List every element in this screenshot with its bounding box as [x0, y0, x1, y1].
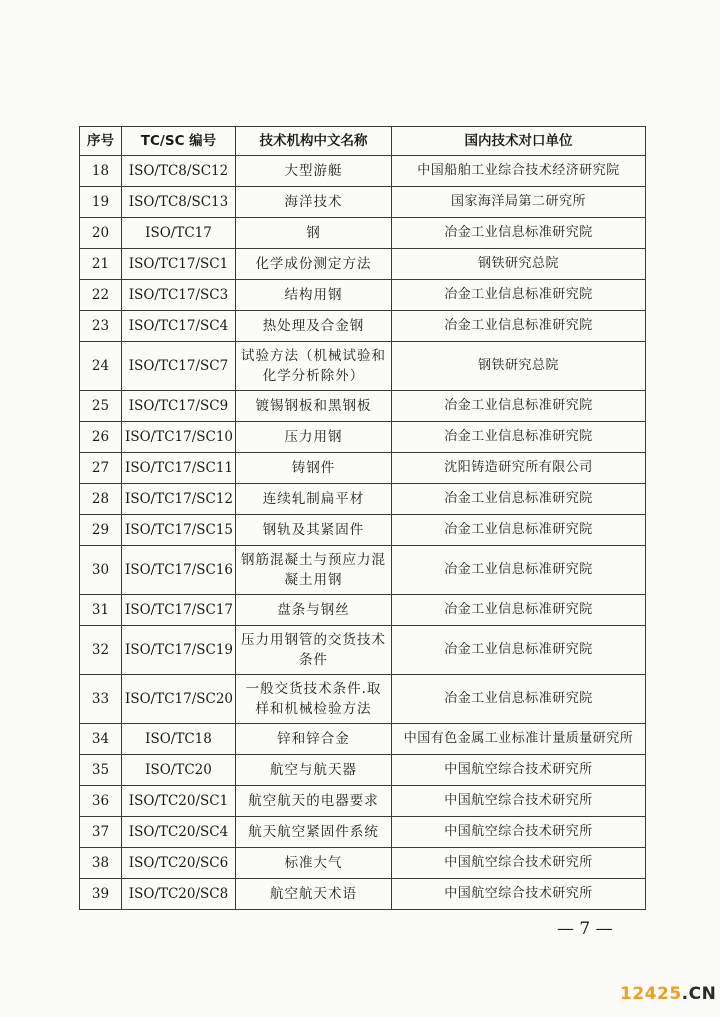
row-code: ISO/TC17/SC15	[122, 515, 236, 546]
row-code: ISO/TC18	[122, 724, 236, 755]
row-number: 33	[80, 675, 122, 724]
page-number: — 7 —	[557, 919, 613, 939]
table-row	[80, 724, 646, 755]
row-unit: 冶金工业信息标准研究院	[392, 484, 646, 515]
row-code: ISO/TC8/SC13	[122, 187, 236, 218]
row-name: 航天航空紧固件系统	[236, 817, 392, 848]
table-row	[80, 453, 646, 484]
row-unit: 中国有色金属工业标准计量质量研究所	[392, 724, 646, 755]
row-code: ISO/TC17/SC10	[122, 422, 236, 453]
row-number: 37	[80, 817, 122, 848]
table-row	[80, 755, 646, 786]
table-row	[80, 484, 646, 515]
row-code: ISO/TC17	[122, 218, 236, 249]
row-name: 钢	[236, 218, 392, 249]
table-row	[80, 187, 646, 218]
row-code: ISO/TC17/SC7	[122, 342, 236, 391]
row-name: 大型游艇	[236, 156, 392, 187]
table-row	[80, 817, 646, 848]
row-number: 23	[80, 311, 122, 342]
table-row	[80, 391, 646, 422]
row-number: 32	[80, 626, 122, 675]
row-code: ISO/TC17/SC19	[122, 626, 236, 675]
row-unit: 冶金工业信息标准研究院	[392, 515, 646, 546]
row-name: 镀锡钢板和黑钢板	[236, 391, 392, 422]
table-row	[80, 156, 646, 187]
row-unit: 中国船舶工业综合技术经济研究院	[392, 156, 646, 187]
row-unit: 冶金工业信息标准研究院	[392, 595, 646, 626]
row-unit: 国家海洋局第二研究所	[392, 187, 646, 218]
row-name: 航空航天的电器要求	[236, 786, 392, 817]
watermark-suffix: .CN	[681, 984, 717, 1004]
row-unit: 冶金工业信息标准研究院	[392, 546, 646, 595]
row-unit: 冶金工业信息标准研究院	[392, 218, 646, 249]
table-row	[80, 595, 646, 626]
row-number: 18	[80, 156, 122, 187]
row-name: 结构用钢	[236, 280, 392, 311]
row-unit: 中国航空综合技术研究所	[392, 755, 646, 786]
row-unit: 冶金工业信息标准研究院	[392, 675, 646, 724]
row-unit: 冶金工业信息标准研究院	[392, 280, 646, 311]
header-number: 序号	[80, 127, 122, 156]
row-number: 27	[80, 453, 122, 484]
row-code: ISO/TC17/SC1	[122, 249, 236, 280]
table-row	[80, 848, 646, 879]
row-unit: 冶金工业信息标准研究院	[392, 422, 646, 453]
row-code: ISO/TC17/SC16	[122, 546, 236, 595]
table-row	[80, 879, 646, 910]
row-unit: 中国航空综合技术研究所	[392, 848, 646, 879]
row-unit: 中国航空综合技术研究所	[392, 786, 646, 817]
row-name: 试验方法（机械试验和化学分析除外）	[236, 342, 392, 391]
row-name: 热处理及合金钢	[236, 311, 392, 342]
row-unit: 中国航空综合技术研究所	[392, 817, 646, 848]
row-code: ISO/TC17/SC17	[122, 595, 236, 626]
table-row	[80, 546, 646, 595]
row-number: 26	[80, 422, 122, 453]
row-code: ISO/TC17/SC3	[122, 280, 236, 311]
table-row	[80, 675, 646, 724]
row-code: ISO/TC20	[122, 755, 236, 786]
row-name: 化学成份测定方法	[236, 249, 392, 280]
row-number: 35	[80, 755, 122, 786]
row-name: 锌和锌合金	[236, 724, 392, 755]
row-code: ISO/TC20/SC4	[122, 817, 236, 848]
row-code: ISO/TC20/SC1	[122, 786, 236, 817]
table-row	[80, 515, 646, 546]
table-row	[80, 249, 646, 280]
row-code: ISO/TC17/SC12	[122, 484, 236, 515]
row-number: 38	[80, 848, 122, 879]
table-row	[80, 311, 646, 342]
row-name: 标准大气	[236, 848, 392, 879]
row-number: 36	[80, 786, 122, 817]
table-header-row	[80, 127, 646, 156]
row-name: 铸钢件	[236, 453, 392, 484]
table-row	[80, 218, 646, 249]
row-name: 钢轨及其紧固件	[236, 515, 392, 546]
row-number: 21	[80, 249, 122, 280]
row-name: 压力用钢	[236, 422, 392, 453]
row-name: 连续轧制扁平材	[236, 484, 392, 515]
watermark-main: 12425	[620, 984, 682, 1004]
row-code: ISO/TC20/SC8	[122, 879, 236, 910]
row-code: ISO/TC17/SC11	[122, 453, 236, 484]
row-name: 盘条与钢丝	[236, 595, 392, 626]
table-row	[80, 626, 646, 675]
row-unit: 冶金工业信息标准研究院	[392, 311, 646, 342]
table-row	[80, 422, 646, 453]
row-code: ISO/TC8/SC12	[122, 156, 236, 187]
row-code: ISO/TC17/SC20	[122, 675, 236, 724]
header-name: 技术机构中文名称	[236, 127, 392, 156]
row-code: ISO/TC17/SC9	[122, 391, 236, 422]
standards-table	[79, 126, 646, 910]
site-watermark	[620, 984, 716, 1004]
row-number: 30	[80, 546, 122, 595]
row-name: 一般交货技术条件.取样和机械检验方法	[236, 675, 392, 724]
table-row	[80, 786, 646, 817]
table-row	[80, 342, 646, 391]
row-number: 24	[80, 342, 122, 391]
row-name: 钢筋混凝土与预应力混凝土用钢	[236, 546, 392, 595]
row-number: 29	[80, 515, 122, 546]
row-name: 航空与航天器	[236, 755, 392, 786]
row-number: 19	[80, 187, 122, 218]
row-unit: 中国航空综合技术研究所	[392, 879, 646, 910]
header-code: TC/SC 编号	[122, 127, 236, 156]
row-name: 海洋技术	[236, 187, 392, 218]
row-unit: 沈阳铸造研究所有限公司	[392, 453, 646, 484]
row-unit: 钢铁研究总院	[392, 342, 646, 391]
row-number: 28	[80, 484, 122, 515]
row-unit: 冶金工业信息标准研究院	[392, 626, 646, 675]
row-code: ISO/TC17/SC4	[122, 311, 236, 342]
row-number: 39	[80, 879, 122, 910]
row-unit: 钢铁研究总院	[392, 249, 646, 280]
row-number: 34	[80, 724, 122, 755]
row-number: 31	[80, 595, 122, 626]
header-unit: 国内技术对口单位	[392, 127, 646, 156]
row-name: 压力用钢管的交货技术条件	[236, 626, 392, 675]
row-number: 25	[80, 391, 122, 422]
row-unit: 冶金工业信息标准研究院	[392, 391, 646, 422]
row-name: 航空航天术语	[236, 879, 392, 910]
row-number: 22	[80, 280, 122, 311]
row-number: 20	[80, 218, 122, 249]
table-row	[80, 280, 646, 311]
row-code: ISO/TC20/SC6	[122, 848, 236, 879]
